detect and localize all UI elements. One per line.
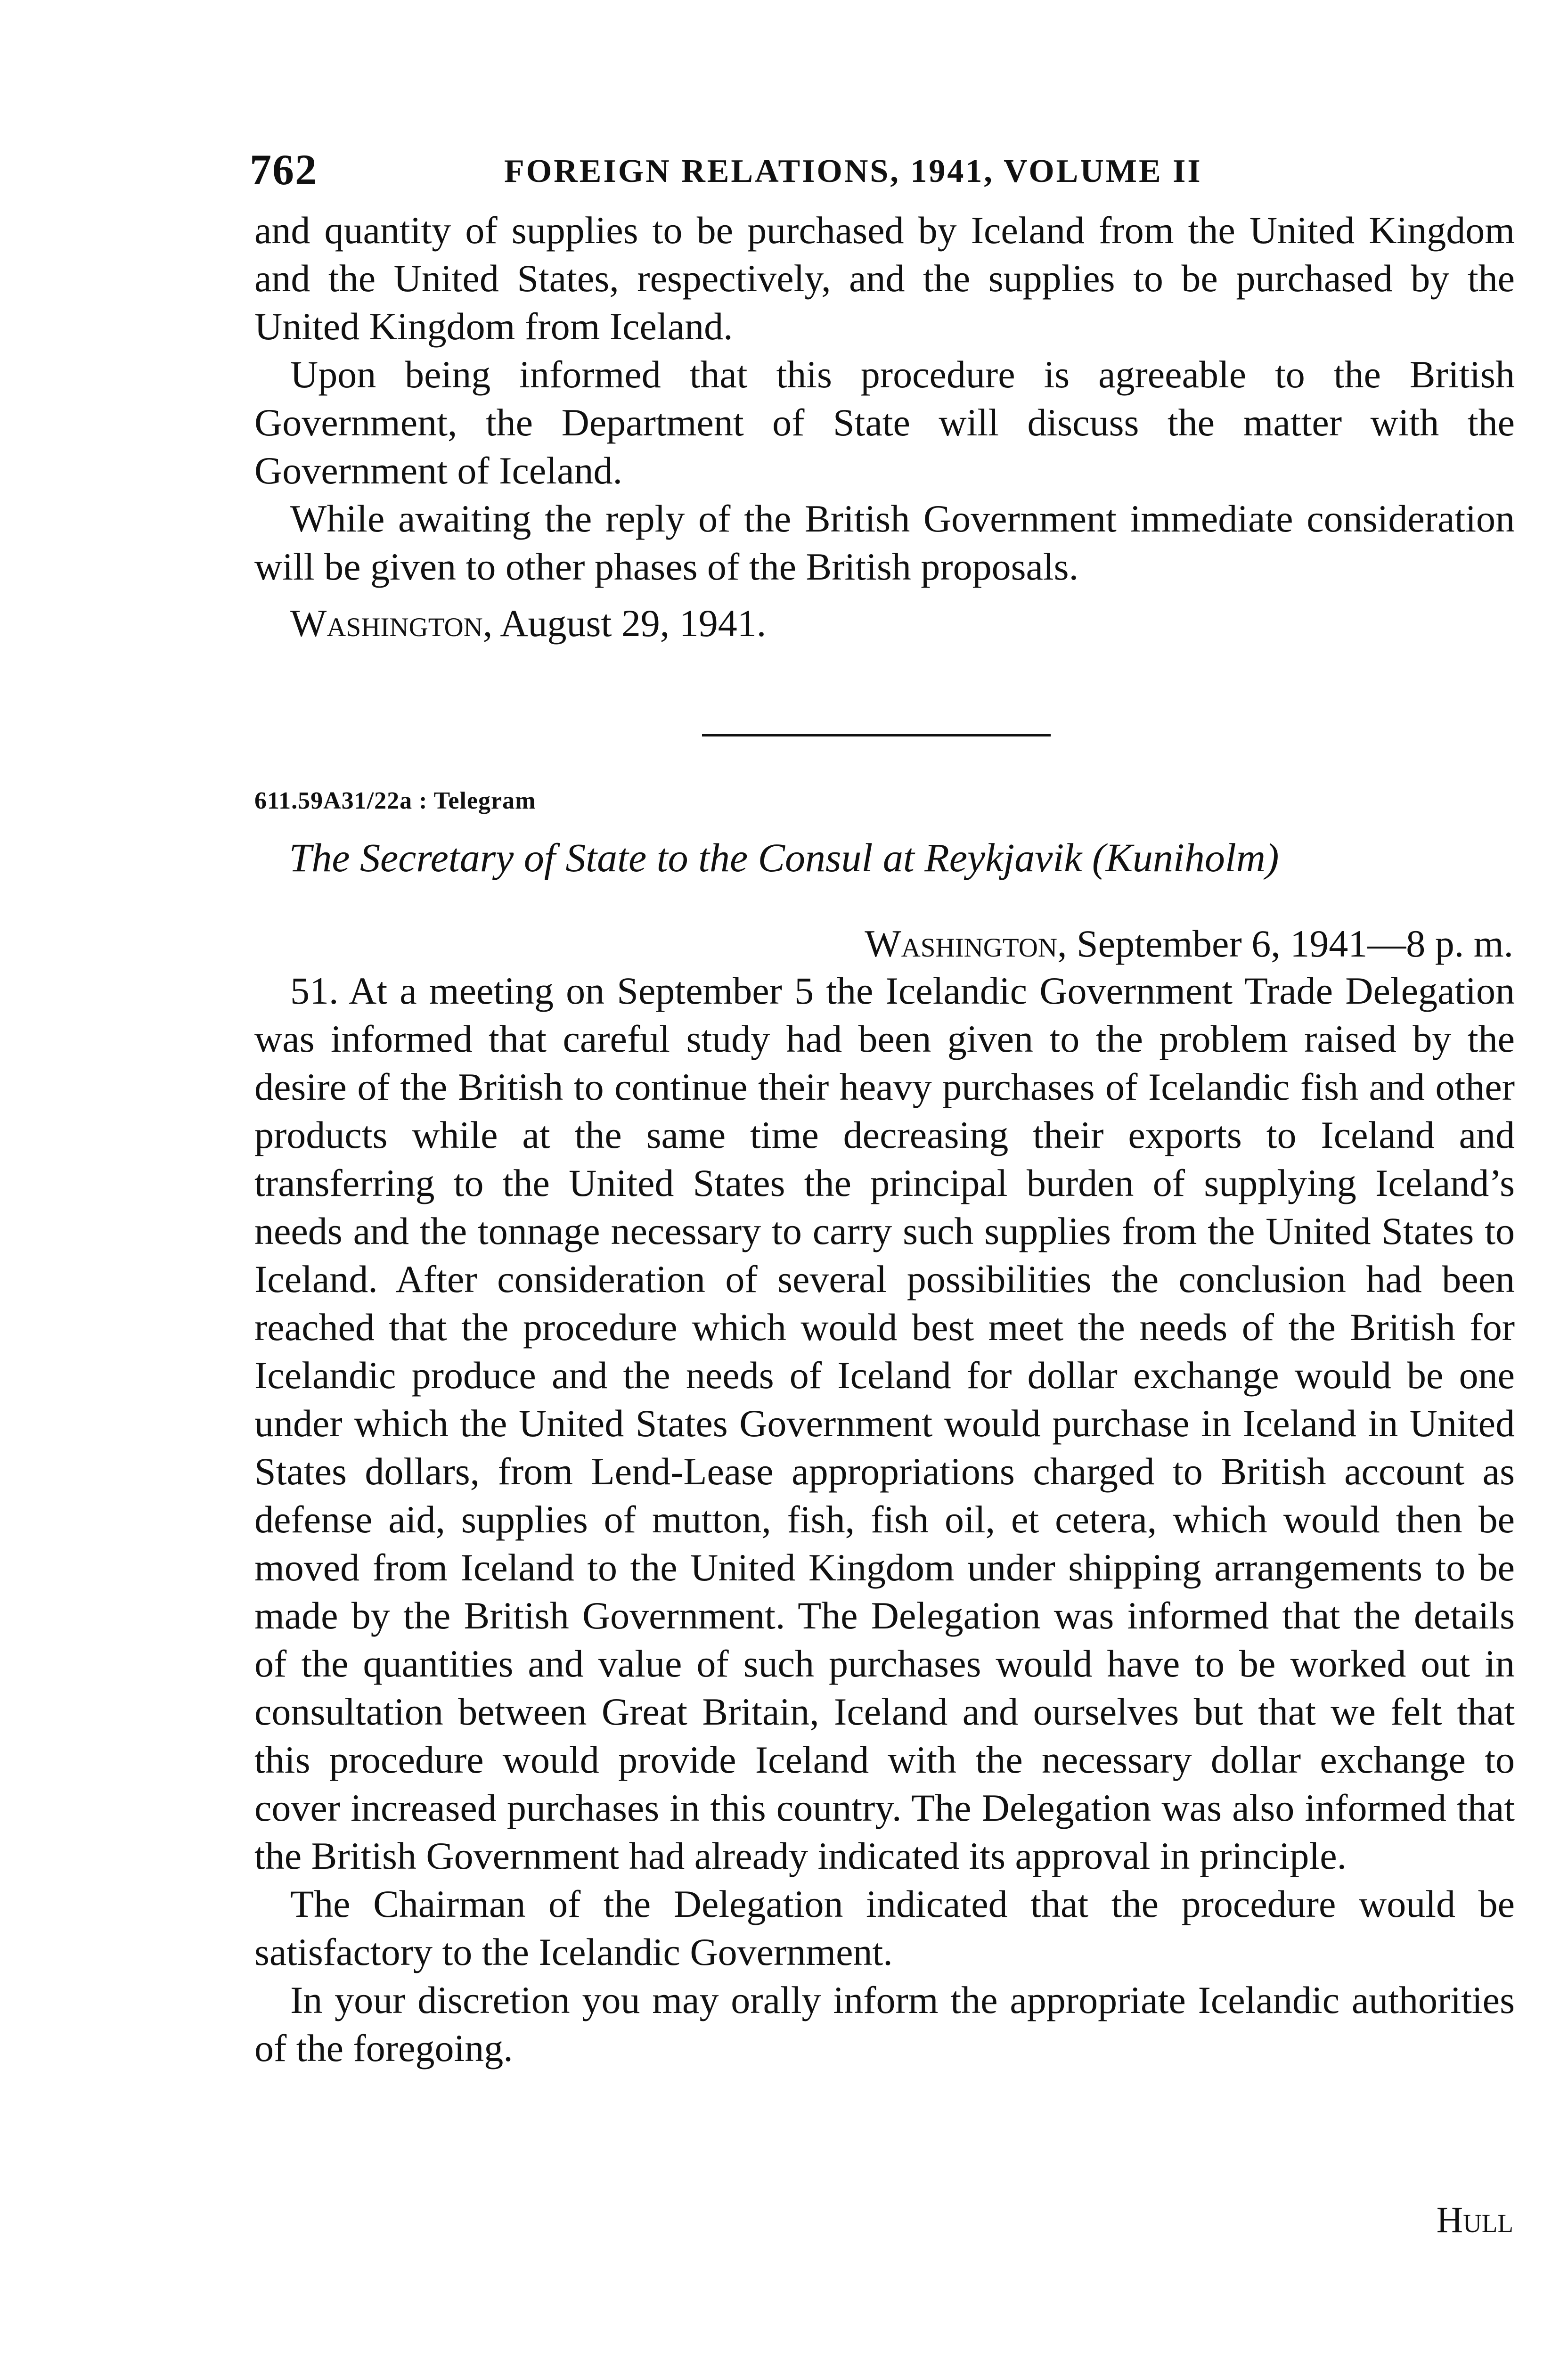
telegram-title: The Secretary of State to the Consul at Reykjavik (Kuniholm) bbox=[289, 835, 1279, 880]
paragraph: 51. At a meeting on September 5 the Icelandic Government Trade Delegation was informed that careful study had been given to the problem raised by the desire of the British to continue their heavy purchases of Icelandic fish and other products while at the same time decreasing their exports to Iceland and transferring to the United States the principal burden of supplying Iceland’s needs and the tonnage necessary to carry such supplies from the United States to Iceland. After consideration of several possibilities the conclusion had been reached that the procedure which would best meet the needs of the British for Icelandic produce and the needs of Iceland for dollar exchange would be one under which the United States Government would purchase in Iceland in United States dollars, from Lend-Lease appropriations charged to British account as defense aid, supplies of mutton, fish, fish oil, et cetera, which would then be moved from Iceland to the United Kingdom under shipping arrangements to be made by the British Government. The Delegation was informed that the details of the quantities and value of such purchases would have to be worked out in consultation between Great Britain, Iceland and ourselves but that we felt that this procedure would provide Iceland with the necessary dollar exchange to cover increased purchases in this country. The Delegation was also informed that the British Government had already indicated its approval in principle. bbox=[254, 969, 1515, 1877]
previous-dateline: Washington, August 29, 1941. bbox=[290, 602, 767, 645]
dateline-place: Washington bbox=[290, 602, 483, 645]
paragraph: While awaiting the reply of the British Government immediate consideration will be given to other phases of the British proposals. bbox=[254, 497, 1515, 588]
signature: Hull bbox=[1436, 2199, 1513, 2240]
section-divider bbox=[702, 734, 1051, 736]
previous-document-body bbox=[254, 206, 1515, 647]
telegram-body bbox=[254, 967, 1515, 2072]
running-head: FOREIGN RELATIONS, 1941, VOLUME II bbox=[504, 153, 1202, 189]
paragraph: In your discretion you may orally inform the appropriate Icelandic authorities of the foregoing. bbox=[254, 1979, 1515, 2070]
paragraph: Upon being informed that this procedure is agreeable to the British Government, the Department of State will discuss the matter with the Government of Iceland. bbox=[254, 353, 1515, 492]
page-number: 762 bbox=[250, 146, 318, 194]
dateline-date: September 6, 1941—8 p. m. bbox=[1077, 922, 1513, 965]
file-reference: 611.59A31/22a : Telegram bbox=[254, 787, 536, 814]
paragraph: The Chairman of the Delegation indicated that the procedure would be satisfactory to the Icelandic Government. bbox=[254, 1882, 1515, 1973]
dateline-place: Washington bbox=[865, 922, 1058, 965]
telegram-dateline: Washington, September 6, 1941—8 p. m. bbox=[865, 922, 1513, 965]
paragraph-continuation: and quantity of supplies to be purchased by Iceland from the United Kingdom and the United States, respectively, and the supplies to be purchased by the United Kingdom from Iceland. bbox=[254, 209, 1515, 348]
dateline-date: August 29, 1941. bbox=[500, 602, 767, 645]
page-header bbox=[250, 141, 1517, 198]
